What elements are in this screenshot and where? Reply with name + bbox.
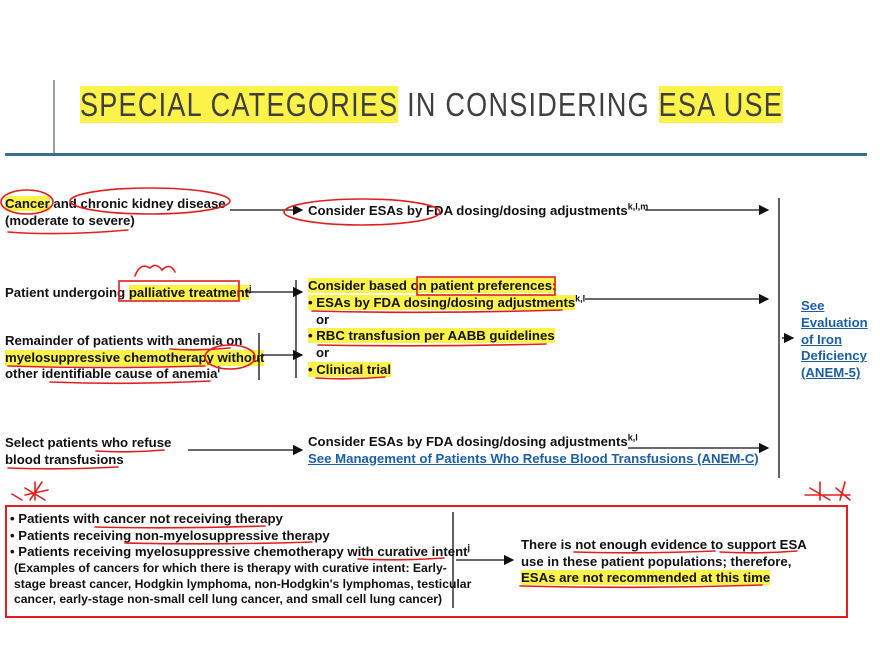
palliative-sup: j [249, 283, 252, 294]
population-1: • Patients with cancer not receiving therapy [10, 511, 283, 526]
star-right [805, 482, 850, 500]
examples-line2: stage breast cancer, Hodgkin lymphoma, non-Hodgkin's lymphomas, testicular [14, 576, 472, 591]
star-left [12, 482, 48, 500]
underline-myelo [8, 366, 205, 368]
population-3-sup: j [467, 542, 471, 553]
box-palliative [119, 281, 239, 301]
underline-esa-opt [312, 310, 562, 312]
underline-curative [358, 558, 444, 560]
pref-header: Consider based on patient preferences: [308, 278, 557, 293]
remainder-line3: other identifiable cause of anemia [5, 366, 218, 381]
underline-identifiable [50, 381, 210, 383]
pref-option-trial: • Clinical trial [308, 361, 392, 377]
result-line2: use in these patient populations; therefore, [521, 553, 792, 569]
ckd-text: chronic kidney disease [80, 196, 226, 211]
underline-support [720, 551, 797, 553]
underline-cancer [95, 526, 265, 528]
underline-not-enough [574, 551, 715, 553]
examples-line3: cancer, early-stage non-small cell lung cancer, and small cell lung cancer) [14, 592, 443, 606]
pref-option-esa: • ESAs by FDA dosing/dosing adjustments [308, 294, 576, 310]
remainder-sup: i [217, 364, 221, 375]
underline-who-refuse [96, 450, 164, 452]
ckd-severity: (moderate to severe) [5, 212, 135, 228]
population-3: • Patients receiving myelosuppressive chemotherapy with curative intent [10, 544, 468, 559]
refuse-action-sup: k,l [627, 432, 638, 443]
pref-or-1: or [316, 311, 330, 327]
red-annotations [1, 188, 850, 587]
underline-non-myelo [125, 542, 312, 544]
and-text: and [49, 196, 81, 211]
circle-esa-action [284, 199, 440, 225]
circle-cancer [1, 190, 53, 214]
remainder-line1: Remainder of patients with anemia on [5, 333, 243, 348]
ckd-action-text: Consider ESAs by FDA dosing/dosing adjustments [308, 203, 628, 218]
iron-link-line4[interactable]: Deficiency [801, 348, 867, 364]
title-part-highlighted: SPECIAL CATEGORIES [80, 86, 399, 123]
underline-anemia [170, 348, 230, 350]
title-part-esa: ESA USE [658, 86, 784, 123]
remainder-line2: myelosuppressive chemotherapy without [5, 349, 265, 365]
iron-link-line2[interactable]: Evaluation [801, 314, 868, 330]
iron-link-line5[interactable]: (ANEM-5) [801, 365, 861, 381]
underline-rbc [318, 344, 546, 346]
refuse-management-link[interactable]: See Management of Patients Who Refuse Blood Transfusions (ANEM-C) [308, 450, 759, 466]
box-preferences [417, 277, 555, 295]
pref-option-rbc: • RBC transfusion per AABB guidelines [308, 328, 555, 344]
iron-link-line3[interactable]: of Iron [801, 331, 843, 347]
scribble-palliative [135, 265, 175, 276]
palliative-highlight: palliative treatment [128, 285, 250, 300]
pref-or-2: or [316, 345, 330, 361]
refuse-action-text: Consider ESAs by FDA dosing/dosing adjustments [308, 434, 628, 449]
result-line3: ESAs are not recommended at this time [521, 570, 771, 585]
examples-line1: (Examples of cancers for which there is therapy with curative intent: Early- [14, 561, 447, 575]
pref-option-esa-sup: k,l [575, 293, 586, 304]
circle-ckd [70, 188, 230, 214]
ckd-action-sup: k,l,m [627, 201, 649, 212]
population-2: • Patients receiving non-myelosuppressive therapy [10, 527, 330, 543]
underline-trial [316, 377, 385, 379]
cancer-text: Cancer [5, 196, 50, 211]
refuse-line1: Select patients who refuse [5, 435, 172, 450]
underline-transfusions [8, 467, 118, 469]
palliative-prefix: Patient undergoing [5, 285, 129, 300]
title-part-middle: IN CONSIDERING [398, 86, 659, 123]
underline-not-recommended [520, 585, 762, 587]
iron-link-line1[interactable]: See [801, 298, 825, 313]
result-line1: There is not enough evidence to support ESA [521, 537, 807, 552]
refuse-line2: blood transfusions [5, 451, 124, 467]
underline-moderate [8, 230, 128, 234]
